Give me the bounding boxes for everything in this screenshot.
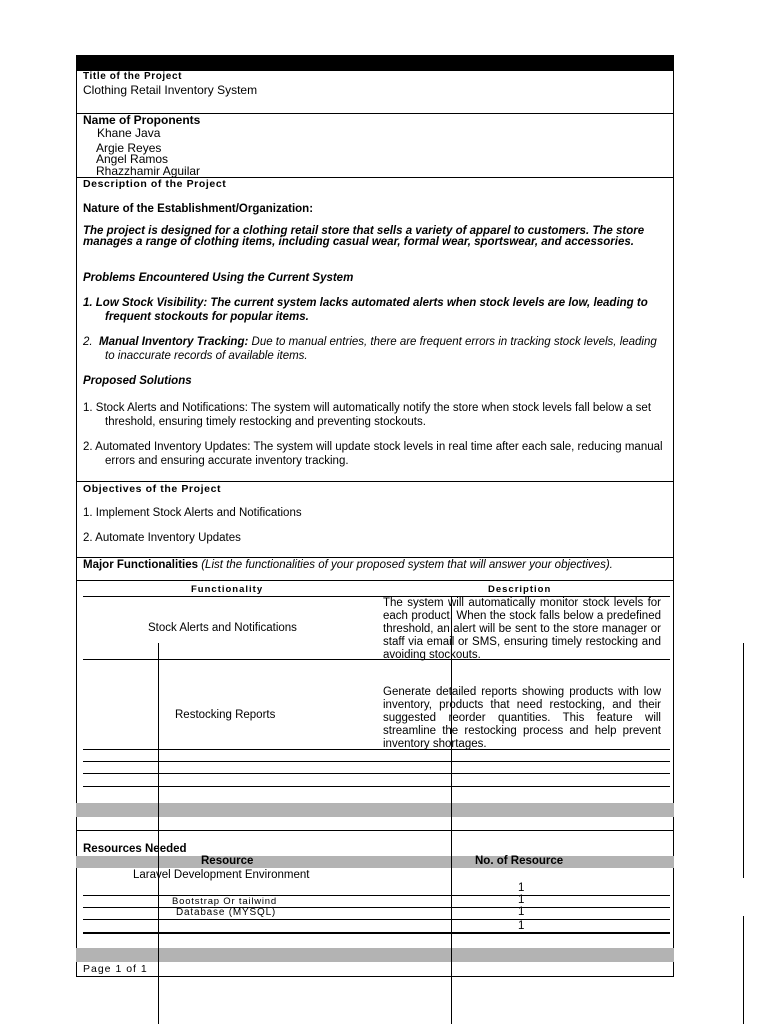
title-label: Title of the Project (83, 71, 183, 82)
col-resource: Resource (201, 855, 254, 867)
objective-item: 1. Implement Stock Alerts and Notifications (83, 507, 302, 519)
functionality-desc: Generate detailed reports showing products with low inventory, products that need restocking, and their suggested reorder quantities. This feature will streamline the restocking process and help prevent inventory shortages. (383, 686, 661, 750)
resource-count: 1 (518, 882, 525, 894)
proponent-name: Rhazzhamir Aguilar (96, 164, 201, 178)
divider (83, 786, 670, 787)
project-title: Clothing Retail Inventory System (83, 83, 258, 97)
divider (83, 932, 670, 934)
proponents-label: Name of Proponents (83, 113, 201, 127)
divider (83, 749, 670, 750)
resources-header-band (76, 856, 674, 868)
page-number: Page 1 of 1 (83, 963, 148, 975)
functionality-name: Stock Alerts and Notifications (148, 622, 297, 634)
resource-count: 1 (518, 894, 525, 906)
table-column-line (451, 597, 452, 1024)
proponent-name: Khane Java (97, 126, 161, 140)
problem-2-title: Manual Inventory Tracking: (98, 336, 249, 348)
divider (83, 761, 670, 762)
problem-2 (83, 335, 668, 363)
table-column-line (158, 643, 159, 1024)
grey-band (76, 803, 674, 817)
problem-2-number: 2. (83, 336, 93, 348)
col-description: Description (488, 584, 552, 595)
resource-count: 1 (518, 920, 525, 932)
document-header: IT 313 Project Proposal (76, 55, 674, 71)
nature-label: Nature of the Establishment/Organization: (83, 203, 314, 215)
proponent-name: Angel Ramos (96, 152, 169, 166)
resource-name: Laravel Development Environment (133, 869, 310, 881)
divider (83, 773, 670, 774)
table-column-line (743, 916, 744, 1024)
solution-2: 2. Automated Inventory Updates: The system will update stock levels in real time after each sale, reducing manual errors and ensuring accurate inventory tracking. (83, 441, 663, 467)
functionalities-label: Major Functionalities (83, 559, 199, 571)
functionality-desc: The system will automatically monitor stock levels for each product. When the stock falls below a predefined threshold, an alert will be sent to the store manager or staff via email or SMS, ensuring timely restocking and avoiding stockouts. (383, 597, 661, 661)
nature-text: The project is designed for a clothing retail store that sells a variety of apparel to customers. The store manages a range of clothing items, including casual wear, formal wear, sportswear, and accessories. (83, 225, 645, 248)
col-count: No. of Resource (475, 855, 564, 867)
functionality-name: Restocking Reports (175, 709, 276, 721)
functionalities-heading (83, 559, 613, 571)
resource-name: Database (MYSQL) (176, 907, 277, 918)
problems-label: Problems Encountered Using the Current System (83, 272, 354, 284)
col-functionality: Functionality (191, 584, 264, 595)
resource-count: 1 (518, 906, 525, 918)
objective-item: 2. Automate Inventory Updates (83, 532, 241, 544)
grey-band (76, 948, 674, 962)
divider (83, 907, 670, 908)
problem-1: 1. Low Stock Visibility: The current system lacks automated alerts when stock levels are low, leading to frequent stockouts for popular items. (83, 297, 648, 323)
divider (83, 659, 670, 660)
resource-name: Bootstrap Or tailwind (172, 896, 277, 907)
solution-1: 1. Stock Alerts and Notifications: The system will automatically notify the store when stock levels fall below a set threshold, ensuring timely restocking and preventing stockouts. (83, 402, 652, 428)
objectives-label: Objectives of the Project (83, 483, 222, 495)
divider (76, 557, 674, 558)
description-label: Description of the Project (83, 178, 227, 190)
divider (76, 481, 674, 482)
table-column-line (743, 643, 744, 878)
functionalities-note: (List the functionalities of your proposed system that will answer your objectives). (201, 559, 613, 571)
problem-2-text: Due to manual entries, there are frequent errors in tracking stock levels, leading to inaccurate records of available items. (105, 336, 657, 362)
proponent-name: Argie Reyes (96, 141, 162, 155)
divider (76, 580, 674, 581)
solutions-label: Proposed Solutions (83, 375, 192, 387)
divider (76, 830, 674, 831)
resources-label: Resources Needed (83, 843, 187, 855)
divider (83, 919, 670, 920)
